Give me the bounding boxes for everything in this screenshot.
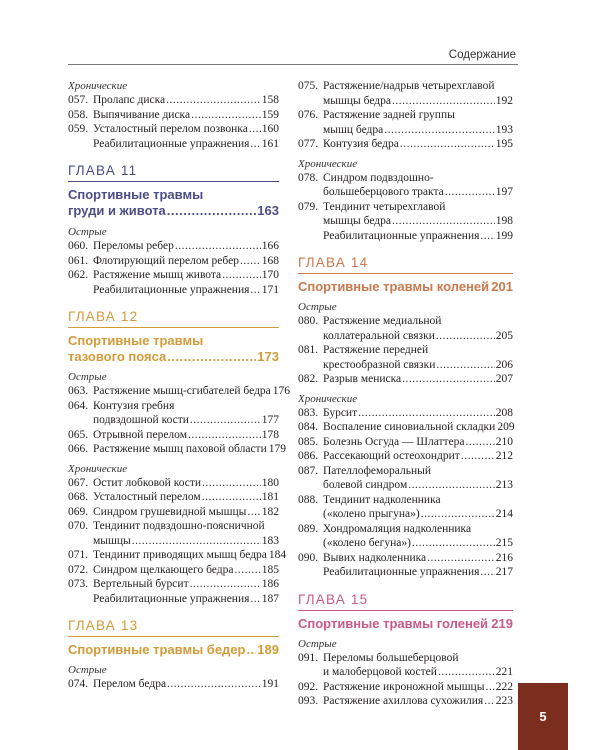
entry-number: 062.: [68, 269, 89, 281]
entry-number: 071.: [68, 549, 89, 561]
entry-title: Растяжение/надрыв четырехглавой: [323, 80, 495, 92]
toc-entry[interactable]: [298, 435, 513, 450]
entry-number: 061.: [68, 254, 89, 267]
entry-title: Растяжение мышц паховой области: [93, 443, 267, 455]
entry-page: 179: [268, 443, 286, 455]
toc-entry[interactable]: [68, 108, 279, 123]
entry-page: 193: [495, 123, 513, 136]
subsection-heading: Хронические: [298, 392, 358, 405]
subsection-heading: Острые: [298, 637, 337, 650]
entry-page: 198: [495, 215, 513, 227]
entry-number: 091.: [298, 651, 319, 664]
entry-title: Переломы ребер: [93, 240, 174, 252]
toc-entry[interactable]: [298, 343, 513, 372]
entry-title: Болезнь Осгуда — Шлаттера: [323, 435, 465, 448]
subsection-heading: Хронические: [68, 80, 128, 92]
chapter-page: 189: [257, 642, 279, 657]
toc-entry-rehab[interactable]: [323, 565, 513, 580]
toc-entry[interactable]: [68, 254, 279, 269]
entry-page: 176: [272, 385, 291, 397]
entry-page: 187: [261, 592, 279, 605]
entry-page: 177: [261, 414, 279, 426]
entry-page: 217: [495, 566, 513, 578]
entry-page: 159: [261, 108, 279, 121]
entry-title: Пролапс диска: [93, 94, 166, 106]
entry-title: Вертельный бурсит: [93, 578, 189, 590]
entry-title-cont: мышцы бедра: [323, 215, 391, 227]
chapter-title[interactable]: Спортивные травмы тазового пояса ..... 173: [68, 333, 279, 365]
entry-page: 171: [261, 283, 279, 296]
toc-entry[interactable]: [298, 464, 513, 493]
entry-page: 186: [261, 578, 279, 590]
toc-entry[interactable]: [298, 680, 513, 695]
entry-page: 168: [261, 254, 279, 267]
entry-page: 161: [261, 137, 279, 150]
toc-entry[interactable]: [68, 476, 279, 491]
entry-title: Растяжение задней группы: [323, 109, 455, 121]
entry-page: 182: [261, 505, 279, 518]
entry-page: 209: [497, 421, 515, 433]
entry-title-cont: мышц бедра: [323, 123, 384, 136]
toc-entry[interactable]: [298, 79, 513, 108]
toc-entry[interactable]: [298, 522, 513, 551]
entry-title: Переломы большеберцовой: [323, 651, 459, 664]
entry-page: 216: [495, 551, 513, 564]
entry-title: Реабилитационные упражнения: [93, 283, 250, 296]
entry-title: Рассекающий остеохондрит: [323, 450, 460, 462]
entry-title: Растяжение икроножной мышцы: [323, 680, 485, 693]
entry-title-cont: («колено прыгуна»): [323, 508, 420, 520]
entry-page: 205: [495, 329, 513, 342]
toc-entry[interactable]: [68, 122, 279, 137]
chapter-label: ГЛАВА 14: [298, 255, 513, 274]
entry-title: Растяжение мышц-сгибателей бедра: [93, 385, 271, 397]
entry-number: 065.: [68, 428, 89, 441]
chapter-label: ГЛАВА 12: [68, 309, 279, 328]
chapter-title[interactable]: Спортивные травмы бедер ..... 189: [68, 642, 279, 658]
entry-page: 178: [261, 428, 279, 441]
toc-entry[interactable]: [298, 314, 513, 343]
page-number: 5: [539, 709, 547, 724]
entry-number: 093.: [298, 695, 319, 707]
chapter-11: [68, 163, 279, 297]
chapter-label: ГЛАВА 11: [68, 163, 279, 182]
entry-page: 210: [495, 435, 513, 448]
entry-number: 080.: [298, 315, 319, 327]
entry-page: 166: [261, 240, 279, 252]
entry-title: Синдром грушевидной мышцы: [93, 505, 247, 518]
page-number-box: [518, 683, 568, 750]
toc-entry[interactable]: [298, 420, 513, 435]
chapter-12: [68, 309, 291, 606]
entry-title: Выпячивание диска: [93, 108, 191, 121]
entry-title: Синдром щелкающего бедра: [93, 563, 234, 576]
entry-page: 206: [495, 358, 513, 371]
chapter-title[interactable]: Спортивные травмы коленей ..... 201: [298, 279, 513, 295]
entry-title: Вывих надколенника: [323, 551, 427, 564]
subsection-heading: Острые: [298, 301, 337, 313]
subsection-heading: Острые: [68, 371, 107, 383]
entry-number: 076.: [298, 109, 319, 121]
subsection-heading: Хронические: [68, 462, 128, 475]
entry-title: Реабилитационные упражнения: [323, 566, 480, 578]
toc-entry[interactable]: [68, 577, 279, 592]
entry-page: 212: [495, 450, 513, 462]
entry-number: 067.: [68, 476, 89, 489]
entry-title: Перелом бедра: [93, 678, 167, 690]
entry-title: Контузия гребня: [93, 399, 175, 412]
entry-page: 207: [495, 373, 513, 385]
entry-title: Реабилитационные упражнения: [323, 229, 480, 242]
entry-title: Контузия бедра: [323, 138, 399, 150]
entry-title-cont: коллатеральной связки: [323, 329, 435, 342]
entry-page: 180: [261, 476, 279, 489]
toc-column-left: [68, 79, 291, 692]
subsection-heading: Острые: [68, 664, 107, 676]
toc-entry[interactable]: [68, 442, 286, 457]
toc-entry[interactable]: [68, 428, 279, 443]
entry-title: Остит лобковой кости: [93, 476, 202, 489]
toc-entry[interactable]: [298, 108, 513, 137]
entry-number: 069.: [68, 505, 89, 518]
entry-page: 214: [495, 508, 513, 520]
toc-entry[interactable]: [68, 239, 279, 254]
entry-number: 058.: [68, 108, 89, 121]
entry-number: 082.: [298, 373, 319, 385]
entry-page: 213: [495, 479, 513, 491]
toc-entry[interactable]: [68, 677, 279, 692]
entry-title: Растяжение передней: [323, 344, 429, 356]
entry-number: 060.: [68, 240, 89, 252]
entry-title: Тендинит подвздошно-поясничной: [93, 520, 265, 532]
entry-number: 075.: [298, 80, 319, 92]
entry-title-cont: большеберцового тракта: [323, 186, 444, 198]
entry-title: Хондромаляция надколенника: [323, 522, 472, 535]
entry-title-cont: и малоберцовой костей: [323, 666, 437, 678]
entry-page: 181: [261, 491, 279, 503]
toc-entry-rehab[interactable]: [323, 229, 513, 244]
entry-page: 184: [268, 549, 287, 561]
toc-entry[interactable]: [68, 268, 279, 283]
entry-page: 199: [495, 229, 513, 242]
chapter-page: 173: [257, 349, 279, 364]
toc-entry[interactable]: [68, 93, 279, 108]
toc-entry-rehab[interactable]: [93, 283, 279, 298]
entry-page: 185: [261, 563, 279, 576]
chapter-label: ГЛАВА 13: [68, 618, 279, 637]
toc-entry[interactable]: [298, 200, 513, 229]
entry-title: Бурсит: [323, 406, 358, 419]
header-rule: [68, 64, 518, 65]
chapter-14: [298, 255, 513, 580]
entry-number: 089.: [298, 522, 319, 535]
toc-entry[interactable]: [68, 490, 279, 505]
subsection-heading: Острые: [68, 226, 107, 238]
entry-title: Пателлофеморальный: [323, 464, 432, 477]
entry-number: 059.: [68, 123, 89, 135]
chapter-title[interactable]: Спортивные травмы голеней ..... 219: [298, 616, 513, 632]
toc-entry[interactable]: [68, 384, 291, 399]
toc-entry-rehab[interactable]: [93, 137, 279, 152]
entry-title-cont: крестообразной связки: [323, 358, 436, 371]
entry-number: 070.: [68, 520, 89, 532]
toc-entry[interactable]: [298, 137, 513, 152]
chapter-15: [298, 592, 513, 709]
entry-title: Воспаление синовиальной складки: [323, 421, 496, 433]
entry-number: 068.: [68, 491, 89, 503]
toc-entry[interactable]: [298, 406, 513, 421]
entry-number: 072.: [68, 563, 89, 576]
entry-number: 092.: [298, 680, 319, 693]
entry-title: Флотирующий перелом ребер: [93, 254, 239, 267]
entry-page: 223: [495, 695, 513, 707]
entry-number: 090.: [298, 551, 319, 564]
entry-title-cont: подвздошной кости: [93, 414, 189, 426]
entry-number: 064.: [68, 399, 89, 412]
entry-title-cont: мышцы бедра: [323, 94, 391, 107]
toc-entry[interactable]: [68, 563, 279, 578]
entry-title: Тендинит надколенника: [323, 493, 441, 506]
entry-number: 085.: [298, 435, 319, 448]
entry-title: Растяжение мышц живота: [93, 269, 222, 281]
entry-title: Растяжение медиальной: [323, 315, 442, 327]
entry-title: Синдром подвздошно-: [323, 171, 434, 184]
entry-number: 081.: [298, 344, 319, 356]
entry-number: 077.: [298, 138, 319, 150]
entry-page: 191: [261, 678, 279, 690]
entry-title: Реабилитационные упражнения: [93, 592, 250, 605]
entry-page: 221: [495, 666, 513, 678]
toc-entry[interactable]: [298, 171, 513, 200]
toc-entry[interactable]: [68, 519, 279, 548]
toc-entry[interactable]: [298, 551, 513, 566]
toc-entry[interactable]: [298, 493, 513, 522]
toc-entry[interactable]: [68, 399, 279, 428]
running-header: Содержание: [448, 49, 516, 61]
toc-entry[interactable]: [68, 505, 279, 520]
toc-entry[interactable]: [298, 694, 513, 709]
chapter-label: ГЛАВА 15: [298, 592, 513, 611]
entry-number: 057.: [68, 94, 89, 106]
toc-entry[interactable]: [298, 449, 513, 464]
entry-number: 079.: [298, 200, 319, 213]
toc-entry[interactable]: [68, 548, 287, 563]
entry-page: 192: [495, 94, 513, 107]
entry-number: 063.: [68, 385, 89, 397]
entry-title: Усталостный перелом позвонка: [93, 123, 248, 135]
entry-title: Отрывной перелом: [93, 428, 187, 441]
entry-title: Разрыв мениска: [323, 373, 402, 385]
entry-page: 222: [495, 680, 513, 693]
entry-page: 208: [495, 406, 513, 419]
chapter-page: 201: [491, 279, 513, 294]
chapter-13: [68, 618, 279, 692]
toc-column-right: [298, 79, 513, 709]
entry-number: 087.: [298, 464, 319, 477]
entry-title-cont: мышцы: [93, 534, 131, 547]
entry-title: Растяжение ахиллова сухожилия: [323, 695, 484, 707]
toc-entry[interactable]: [298, 372, 513, 387]
chapter-title[interactable]: Спортивные травмы груди и живота ..... 163: [68, 187, 279, 219]
entry-page: 195: [495, 138, 513, 150]
entry-number: 073.: [68, 578, 89, 590]
entry-title: Реабилитационные упражнения: [93, 137, 250, 150]
entry-page: 183: [261, 534, 279, 547]
entry-page: 160: [261, 123, 279, 135]
entry-page: 197: [495, 186, 513, 198]
entry-title-cont: («колено бегуна»): [323, 537, 411, 549]
chapter-page: 219: [491, 615, 513, 631]
entry-title: Тендинит приводящих мышц бедра: [93, 549, 267, 561]
entry-number: 088.: [298, 493, 319, 506]
entry-number: 084.: [298, 421, 319, 433]
entry-number: 078.: [298, 171, 319, 184]
entry-number: 066.: [68, 443, 89, 455]
entry-title: Усталостный перелом: [93, 491, 201, 503]
entry-page: 158: [261, 94, 279, 106]
toc-entry[interactable]: [298, 651, 513, 680]
entry-title: Тендинит четырехглавой: [323, 200, 446, 213]
chapter-page: 163: [257, 203, 279, 218]
entry-number: 086.: [298, 450, 319, 462]
entry-number: 074.: [68, 678, 89, 690]
entry-page: 170: [261, 269, 279, 281]
entry-page: 215: [495, 537, 513, 549]
subsection-heading: Хронические: [298, 157, 358, 170]
entry-title-cont: болевой синдром: [323, 479, 408, 491]
toc-entry-rehab[interactable]: [93, 592, 279, 607]
entry-number: 083.: [298, 406, 319, 419]
